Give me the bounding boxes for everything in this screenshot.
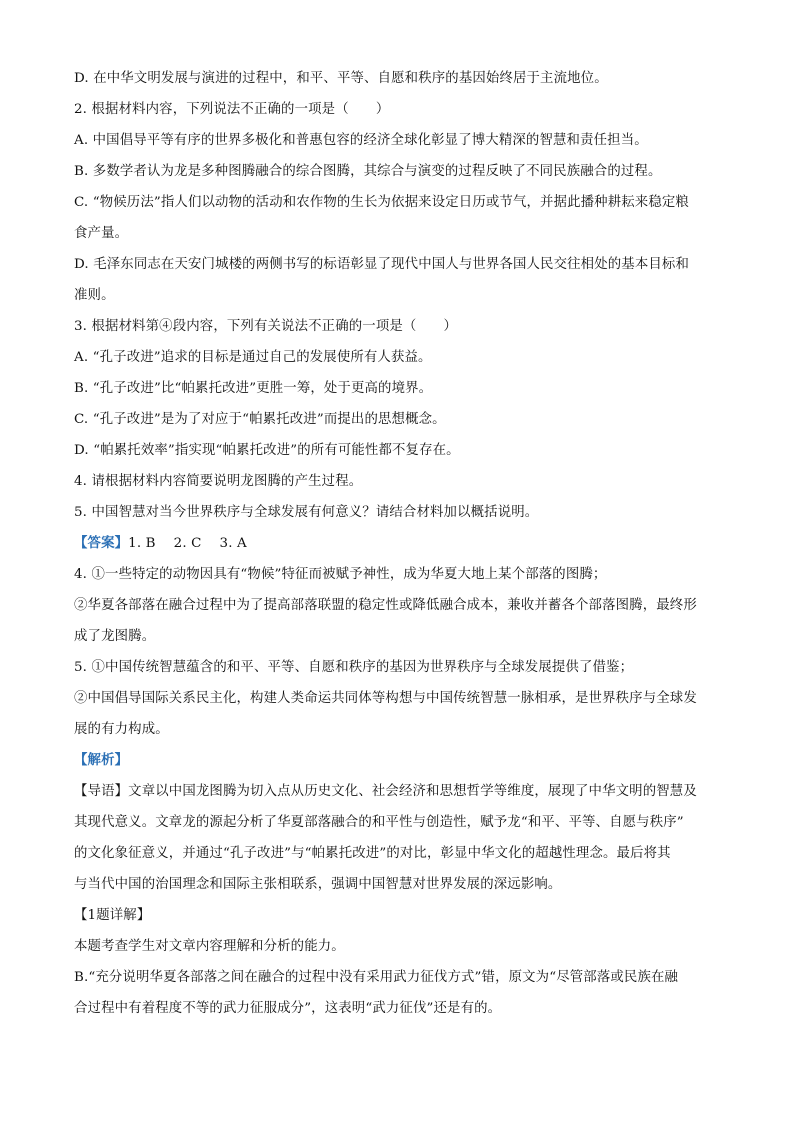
answer-text-line: 4. ①一些特定的动物因具有“物候”特征而被赋予神性，成为华夏大地上某个部落的图腾；: [74, 567, 607, 582]
document-body: [74, 63, 724, 1024]
question-line: A. 中国倡导平等有序的世界多极化和普惠包容的经济全球化彰显了博大精深的智慧和责任担当。: [74, 133, 648, 148]
question-line: D. 毛泽东同志在天安门城楼的两侧书写的标语彰显了现代中国人与世界各国人民交往相处的基本目标和: [74, 257, 690, 272]
analysis-line: 与当代中国的治国理念和国际主张相联系，强调中国智慧对世界发展的深远影响。: [74, 877, 562, 892]
answer-item: 3. A: [219, 536, 247, 551]
question-line: D. 在中华文明发展与演进的过程中，和平、平等、自愿和秩序的基因始终居于主流地位。: [74, 71, 608, 86]
question-line: 5. 中国智慧对当今世界秩序与全球发展有何意义？请结合材料加以概括说明。: [74, 505, 539, 520]
answer-text-line: 展的有力构成。: [74, 722, 169, 737]
analysis-line: 其现代意义。文章龙的源起分析了华夏部落融合的和平性与创造性，赋予龙“和平、平等、自愿与秩序”: [74, 815, 684, 830]
answer-item: 1. B: [128, 536, 156, 551]
answer-text-line: ②中国倡导国际关系民主化，构建人类命运共同体等构想与中国传统智慧一脉相承，是世界秩序与全球发: [74, 691, 697, 706]
analysis-line: 【1题详解】: [74, 908, 151, 923]
question-line: 3. 根据材料第④段内容，下列有关说法不正确的一项是（ ）: [74, 319, 458, 334]
question-line: C. “孔子改进”是为了对应于“帕累托改进”而提出的思想概念。: [74, 412, 446, 427]
analysis-line: 合过程中有着程度不等的武力征服成分”，这表明“武力征伐”还是有的。: [74, 1001, 502, 1016]
answer-text-line: 成了龙图腾。: [74, 629, 156, 644]
answer-text-line: ②华夏各部落在融合过程中为了提高部落联盟的稳定性或降低融合成本，兼收并蓄各个部落图腾，最终形: [74, 598, 697, 613]
question-line: D. “帕累托效率”指实现“帕累托改进”的所有可能性都不复存在。: [74, 443, 460, 458]
question-line: B. “孔子改进”比“帕累托改进”更胜一筹，处于更高的境界。: [74, 381, 433, 396]
question-line: 4. 请根据材料内容简要说明龙图腾的产生过程。: [74, 474, 363, 489]
analysis-line: 本题考查学生对文章内容理解和分析的能力。: [74, 939, 345, 954]
analysis-heading: [74, 745, 724, 776]
analysis-tag: 【解析】: [74, 752, 129, 768]
question-line: A. “孔子改进”追求的目标是通过自己的发展使所有人获益。: [74, 350, 432, 365]
answer-item: 2. C: [173, 536, 202, 551]
answer-tag: 【答案】: [74, 535, 129, 551]
question-line: C. “物候历法”指人们以动物的活动和农作物的生长为依据来设定日历或节气，并据此播种耕耘来稳定粮: [74, 195, 689, 210]
analysis-line: 【导语】文章以中国龙图腾为切入点从历史文化、社会经济和思想哲学等维度，展现了中华文明的智慧及: [74, 784, 697, 799]
question-line: 2. 根据材料内容，下列说法不正确的一项是（ ）: [74, 102, 390, 117]
question-line: B. 多数学者认为龙是多种图腾融合的综合图腾，其综合与演变的过程反映了不同民族融合的过程。: [74, 164, 662, 179]
answer-line: [74, 528, 724, 559]
analysis-line: 的文化象征意义，并通过“孔子改进”与“帕累托改进”的对比，彰显中华文化的超越性理念。最后将其: [74, 846, 671, 861]
analysis-line: B.“充分说明华夏各部落之间在融合的过程中没有采用武力征伐方式”错，原文为“尽管部落或民族在融: [74, 970, 679, 985]
answer-text-line: 5. ①中国传统智慧蕴含的和平、平等、自愿和秩序的基因为世界秩序与全球发展提供了借鉴；: [74, 660, 634, 675]
question-line: 食产量。: [74, 226, 129, 241]
question-line: 准则。: [74, 288, 115, 303]
